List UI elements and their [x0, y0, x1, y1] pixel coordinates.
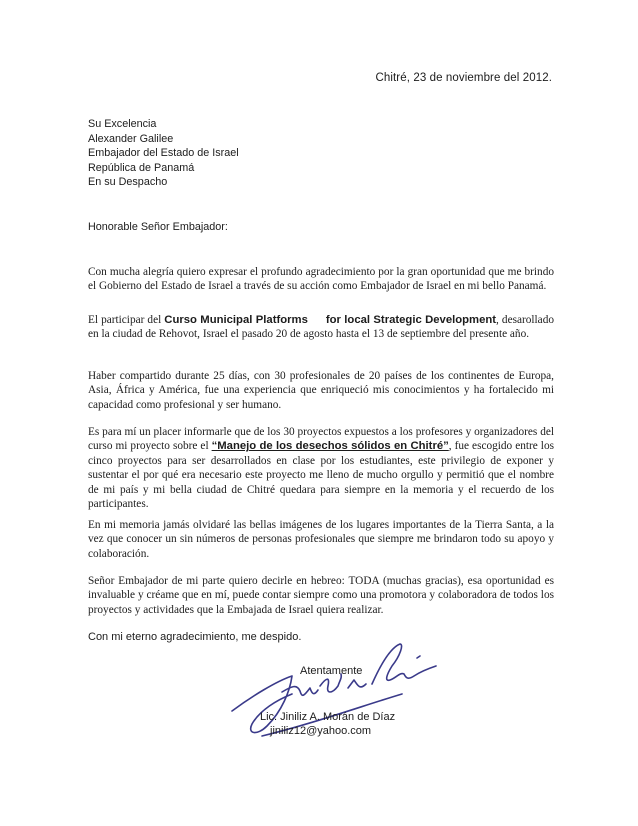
recipient-office: En su Despacho: [88, 176, 168, 189]
recipient-line: Su Excelencia: [88, 118, 157, 130]
paragraph-memory: En mi memoria jamás olvidaré las bellas imágenes de los lugares importantes de la Tierra Santa, a la vez que conocer un sin números de personas profesionales que siempre me brindaron todo su apoyo y colaboración.: [88, 519, 554, 560]
recipient-block: [88, 117, 239, 190]
paragraph-project: [88, 425, 554, 511]
project-title: “Manejo de los desechos sólidos en Chitré”: [211, 440, 449, 453]
course-details: , desarollado en la ciudad de Rehovot, Israel el pasado 20 de agosto hasta el 13 de septiembre del presente año.: [88, 314, 554, 341]
letter-date: Chitré, 23 de noviembre del 2012.: [375, 72, 552, 84]
project-intro: Es para mí un placer informarle que de los 30 proyectos expuestos a los profesores y organizadores del curso mi proyecto sobre el: [88, 426, 554, 453]
course-intro: El participar del: [88, 314, 165, 326]
course-name-part2: for local Strategic Development: [325, 314, 497, 326]
recipient-title: Embajador del Estado de Israel: [88, 147, 239, 160]
paragraph-farewell: Con mi eterno agradecimiento, me despido.: [88, 631, 302, 643]
salutation: Honorable Señor Embajador:: [88, 221, 228, 233]
recipient-country: República de Panamá: [88, 161, 195, 174]
paragraph-gratitude: Con mucha alegría quiero expresar el profundo agradecimiento por la gran oportunidad que me brindo el Gobierno del Estado de Israel a través de su acción como Embajador de Israel en mi bello Panamá.: [88, 266, 554, 293]
signer-email: jiniliz12@yahoo.com: [270, 725, 372, 737]
paragraph-experience: Haber compartido durante 25 días, con 30 profesionales de 20 países de los continentes de Europa, Asia, África y América, fue una experiencia que enriqueció mis conocimientos y ha fortalecido mi capacidad como profesional y ser humano.: [88, 370, 554, 411]
course-name-part1: Curso Municipal Platforms: [164, 314, 308, 326]
signer-name: Lic. Jiniliz A. Morán de Díaz: [260, 711, 396, 723]
paragraph-course: [88, 313, 554, 342]
project-details: , fue escogido entre los cinco proyectos para ser desarrollados en clase por los estudiantes, este privilegio de exponer y sustentar el por qué era necesario este proyecto me lleno de mucho orgullo y permitió que el nombre de mi país y mi bella ciudad de Chitré quedara para siempre en la memoria y el recuerdo de los participantes.: [88, 440, 554, 511]
paragraph-thanks: Señor Embajador de mi parte quiero decirle en hebreo: TODA (muchas gracias), esa oportunidad es invaluable y créame que en mí, puede contar siempre como una promotora y colaboradora de todos los proyectos y actividades que la Embajada de Israel quiera realizar.: [88, 575, 554, 616]
recipient-name: Alexander Galilee: [88, 132, 174, 145]
closing: Atentamente: [300, 665, 363, 677]
